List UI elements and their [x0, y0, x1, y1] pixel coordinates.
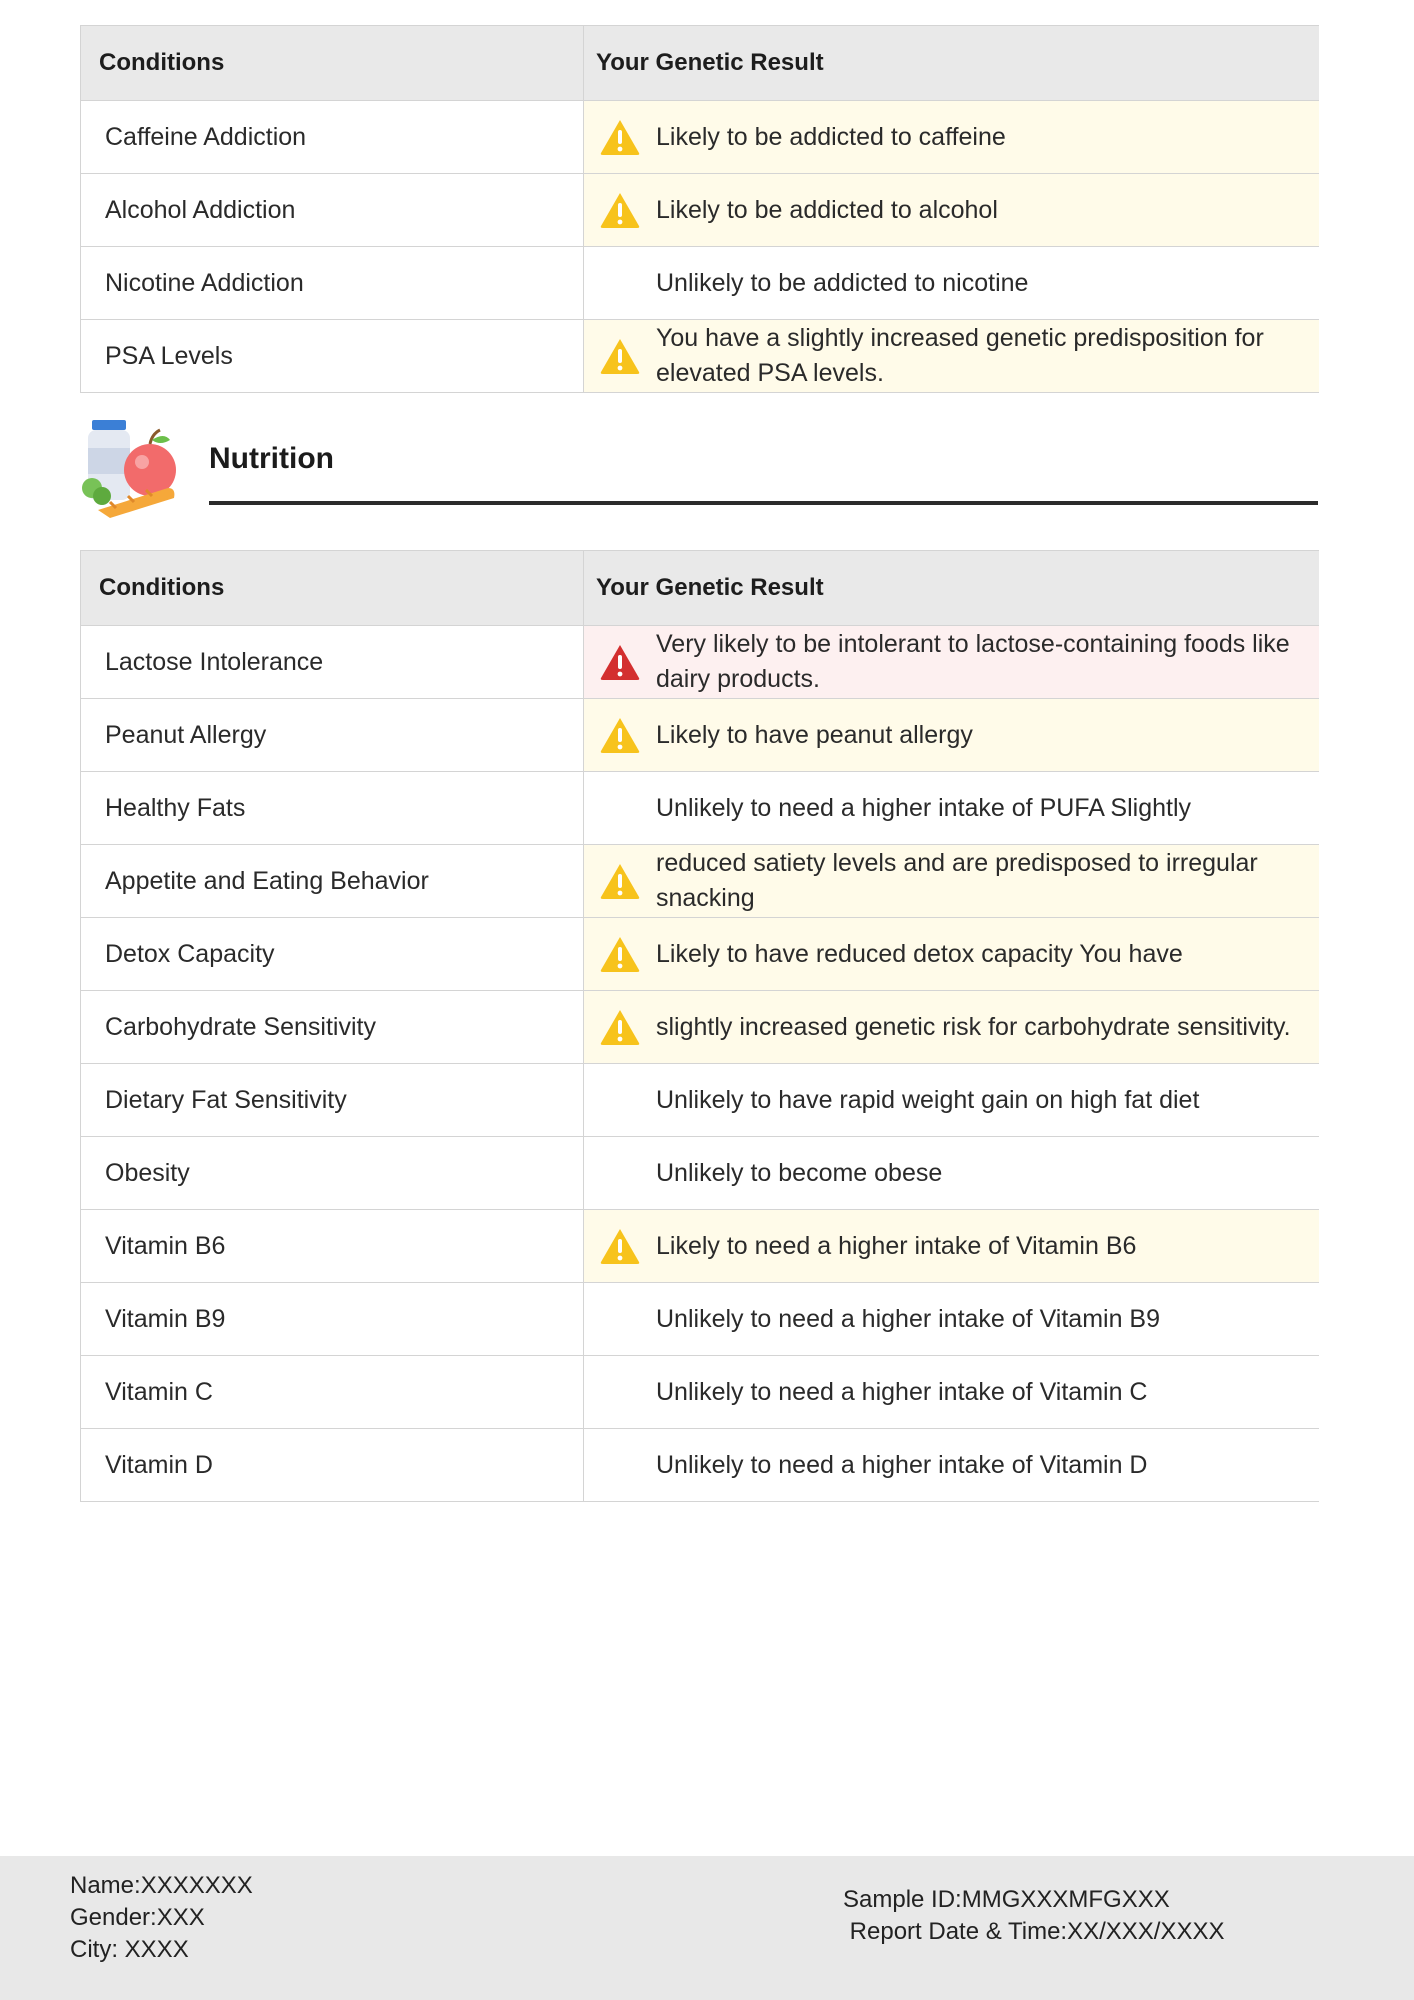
condition-cell: Vitamin B6: [81, 1210, 584, 1282]
section-title: Nutrition: [209, 442, 334, 475]
table-row: [81, 918, 1319, 991]
table-header-row: [81, 551, 1319, 626]
warning-triangle-icon: [599, 935, 641, 973]
table-row: [81, 991, 1319, 1064]
status-icon-slot: [584, 991, 656, 1063]
genetic-result-header: Your Genetic Result: [596, 574, 824, 601]
status-icon-slot: [584, 845, 656, 917]
status-icon-slot: [584, 699, 656, 771]
status-icon-slot: [584, 1429, 656, 1501]
condition-cell: PSA Levels: [81, 320, 584, 392]
sample-id: Sample ID:MMGXXXMFGXXX: [843, 1886, 1170, 1913]
condition-cell: Caffeine Addiction: [81, 101, 584, 173]
table-row: [81, 772, 1319, 845]
status-icon-slot: [584, 174, 656, 246]
result-cell: [584, 845, 1319, 917]
report-info: [843, 1884, 1225, 1948]
patient-gender: Gender:XXX: [70, 1904, 205, 1931]
condition-cell: Dietary Fat Sensitivity: [81, 1064, 584, 1136]
status-icon-slot: [584, 918, 656, 990]
table-row: [81, 1064, 1319, 1137]
condition-cell: Appetite and Eating Behavior: [81, 845, 584, 917]
nutrition-results-table: [80, 550, 1319, 1502]
condition-cell: Alcohol Addiction: [81, 174, 584, 246]
result-cell: [584, 626, 1319, 698]
patient-city: City: XXXX: [70, 1936, 189, 1963]
result-text: Unlikely to need a higher intake of Vitamin B9: [656, 1304, 1161, 1333]
warning-triangle-icon: [599, 716, 641, 754]
section-divider: [209, 501, 1318, 505]
table-row: [81, 1210, 1319, 1283]
condition-cell: Lactose Intolerance: [81, 626, 584, 698]
table-row: [81, 1356, 1319, 1429]
result-cell: [584, 174, 1319, 246]
status-icon-slot: [584, 626, 656, 698]
result-text: Likely to need a higher intake of Vitamin B6: [656, 1231, 1137, 1260]
condition-cell: Detox Capacity: [81, 918, 584, 990]
condition-cell: Vitamin C: [81, 1356, 584, 1428]
status-icon-slot: [584, 101, 656, 173]
warning-triangle-icon: [599, 337, 641, 375]
result-text: Likely to have reduced detox capacity You have: [656, 939, 1183, 968]
result-text: Likely to be addicted to caffeine: [656, 122, 1006, 151]
status-icon-slot: [584, 247, 656, 319]
warning-triangle-icon: [599, 118, 641, 156]
status-icon-slot: [584, 320, 656, 392]
table-row: [81, 1429, 1319, 1502]
addiction-results-table: [80, 25, 1319, 393]
result-text: Unlikely to need a higher intake of Vitamin D: [656, 1450, 1148, 1479]
condition-cell: Peanut Allergy: [81, 699, 584, 771]
status-icon-slot: [584, 1210, 656, 1282]
genetic-result-header: Your Genetic Result: [596, 49, 824, 76]
table-row: [81, 174, 1319, 247]
condition-cell: Vitamin B9: [81, 1283, 584, 1355]
result-text: slightly increased genetic risk for carbohydrate sensitivity.: [656, 1012, 1291, 1041]
condition-cell: Healthy Fats: [81, 772, 584, 844]
conditions-header: Conditions: [81, 26, 584, 100]
report-footer: [0, 1856, 1414, 2000]
patient-name: Name:XXXXXXX: [70, 1872, 253, 1899]
result-cell: [584, 918, 1319, 990]
table-row: [81, 101, 1319, 174]
result-text: Unlikely to have rapid weight gain on high fat diet: [656, 1085, 1200, 1114]
result-text: Likely to be addicted to alcohol: [656, 195, 998, 224]
status-icon-slot: [584, 772, 656, 844]
table-row: [81, 699, 1319, 772]
result-text: Unlikely to be addicted to nicotine: [656, 268, 1029, 297]
result-text: reduced satiety levels and are predisposed to irregular snacking: [656, 849, 1258, 912]
result-cell: [584, 1210, 1319, 1282]
result-text: Likely to have peanut allergy: [656, 720, 973, 749]
result-cell: [584, 247, 1319, 319]
result-cell: [584, 1356, 1319, 1428]
status-icon-slot: [584, 1283, 656, 1355]
status-icon-slot: [584, 1064, 656, 1136]
status-icon-slot: [584, 1137, 656, 1209]
warning-triangle-icon: [599, 1227, 641, 1265]
warning-triangle-icon: [599, 191, 641, 229]
report-date-time: Report Date & Time:XX/XXX/XXXX: [843, 1918, 1225, 1945]
conditions-header: Conditions: [81, 551, 584, 625]
warning-triangle-icon: [599, 1008, 641, 1046]
result-cell: [584, 1429, 1319, 1501]
table-row: [81, 845, 1319, 918]
condition-cell: Vitamin D: [81, 1429, 584, 1501]
result-cell: [584, 1064, 1319, 1136]
warning-triangle-icon: [599, 862, 641, 900]
result-cell: [584, 101, 1319, 173]
condition-cell: Nicotine Addiction: [81, 247, 584, 319]
patient-info: [70, 1870, 253, 1966]
table-row: [81, 626, 1319, 699]
status-icon-slot: [584, 1356, 656, 1428]
condition-cell: Carbohydrate Sensitivity: [81, 991, 584, 1063]
result-text: Unlikely to need a higher intake of PUFA Slightly: [656, 793, 1192, 822]
result-cell: [584, 320, 1319, 392]
table-header-row: [81, 26, 1319, 101]
result-cell: [584, 699, 1319, 771]
result-cell: [584, 991, 1319, 1063]
result-text: You have a slightly increased genetic predisposition for elevated PSA levels.: [656, 324, 1264, 387]
result-cell: [584, 1283, 1319, 1355]
table-row: [81, 320, 1319, 393]
table-row: [81, 1137, 1319, 1210]
condition-cell: Obesity: [81, 1137, 584, 1209]
table-row: [81, 247, 1319, 320]
result-text: Unlikely to need a higher intake of Vitamin C: [656, 1377, 1148, 1406]
table-row: [81, 1283, 1319, 1356]
result-text: Very likely to be intolerant to lactose-containing foods like dairy products.: [656, 630, 1290, 693]
result-text: Unlikely to become obese: [656, 1158, 943, 1187]
nutrition-section-heading: [80, 418, 1318, 518]
result-cell: [584, 772, 1319, 844]
nutrition-icon: [80, 418, 190, 518]
result-cell: [584, 1137, 1319, 1209]
danger-triangle-icon: [599, 643, 641, 681]
